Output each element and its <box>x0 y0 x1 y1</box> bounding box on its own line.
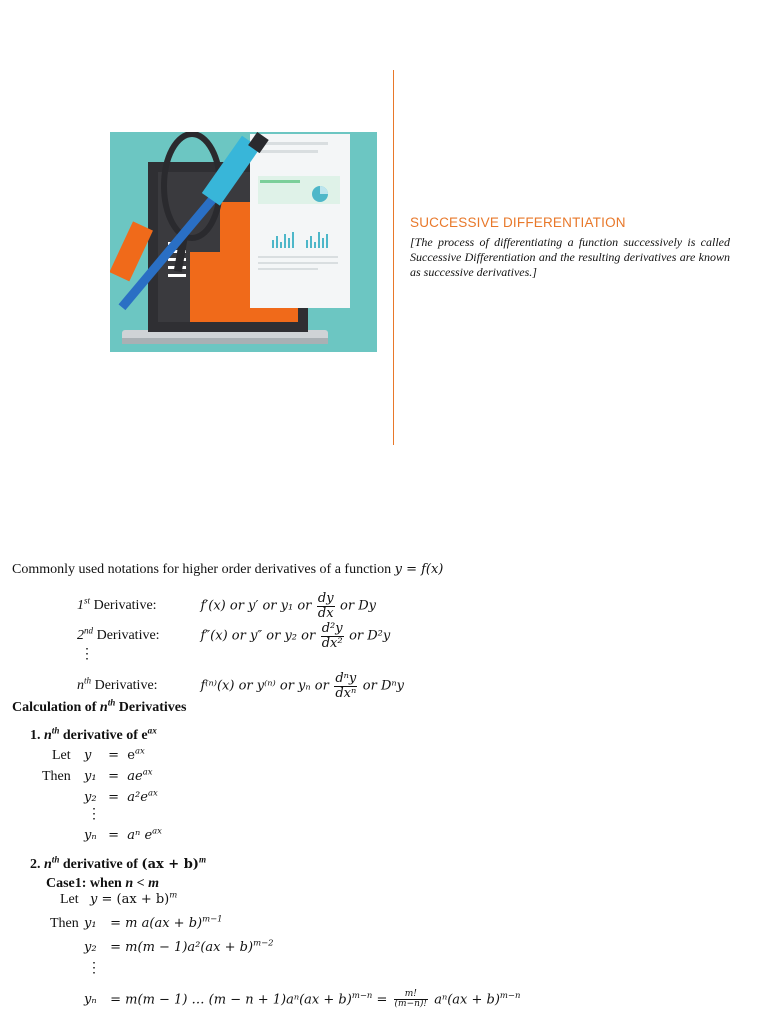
item2-rhs-sup: m <box>169 889 178 900</box>
item1-n: n <box>44 728 52 743</box>
item2-rhs-sup: m−2 <box>253 937 274 948</box>
item2-case <box>46 876 159 892</box>
item2-line: y₁ = m a(ax + b)$^{m-1}$ <box>84 913 223 931</box>
item2-case-cond: n < m <box>125 876 159 891</box>
notations-intro-text: Commonly used notations for higher order derivatives of a function <box>12 562 392 577</box>
item1-th: th <box>51 725 60 736</box>
item2-title <box>30 854 207 873</box>
notation-row-second <box>77 622 390 650</box>
notation-fraction <box>321 622 344 650</box>
frac-numerator: dy <box>317 591 334 606</box>
item2-title-expr: (ax + b) <box>141 857 199 872</box>
item2-number: 2. <box>30 857 41 872</box>
item1-lhs: y₂ <box>84 790 97 805</box>
item1-line: $y_1 = ae^{ax}$ <box>84 766 153 784</box>
frac-denominator: dxⁿ <box>335 685 357 701</box>
item2-rhs-sup: m−1 <box>202 913 223 924</box>
item1-rhs-sup: ax <box>147 787 158 798</box>
frac-numerator: d²y <box>321 621 343 636</box>
section-heading <box>12 697 187 716</box>
item1-rhs: aⁿ e <box>127 828 153 843</box>
item2-rhs: m a(ax + b) <box>125 916 203 931</box>
notation-tail: or Dⁿy <box>362 678 404 694</box>
item1-rhs: ae <box>127 769 143 784</box>
notation-row-first <box>77 592 376 620</box>
item1-title-text: derivative of <box>62 728 138 743</box>
section-heading-post: Derivatives <box>118 700 187 715</box>
ordinal-suffix: th <box>84 675 92 686</box>
item2-final-tail-sup: m−n <box>499 990 521 1001</box>
item1-line: $y = e^{ax}$ <box>84 745 145 763</box>
item1-rhs: e <box>127 748 135 763</box>
notation-expr: f″(x) or y″ or y₂ or <box>200 628 316 644</box>
item2-final-fraction <box>394 990 429 1010</box>
item1-rhs: a²e <box>127 790 148 805</box>
item2-rhs-sup: m−n <box>351 990 373 1001</box>
notation-fraction <box>334 672 357 700</box>
item2-rhs: m(m − 1)a²(ax + b) <box>125 940 254 955</box>
item1-lhs: y₁ <box>84 769 97 784</box>
item1-rhs-sup: ax <box>152 825 162 836</box>
item1-title-expr: e <box>141 728 148 743</box>
item1-vdots: ⋮ <box>87 807 101 822</box>
notation-expr: f⁽ⁿ⁾(x) or y⁽ⁿ⁾ or yₙ or <box>200 678 329 694</box>
item1-rhs-sup: ax <box>135 745 145 756</box>
item1-rhs-sup: ax <box>142 766 153 777</box>
section-heading-pre: Calculation of <box>12 700 97 715</box>
derivative-label: Derivative: <box>94 678 158 694</box>
item2-line: y₂ = m(m − 1)a²(ax + b)$^{m-2}$ <box>84 937 274 955</box>
frac-numerator: dⁿy <box>335 671 357 686</box>
notation-expr: f′(x) or y′ or y₁ or <box>200 598 312 614</box>
item2-lhs: y₂ <box>84 940 97 955</box>
notation-fraction <box>317 592 335 620</box>
ordinal-suffix: nd <box>84 625 94 636</box>
frac-denominator: dx <box>317 605 334 621</box>
item2-lhs: yₙ <box>84 992 97 1008</box>
item1-let: Let <box>52 748 71 763</box>
item2-rhs: (ax + b) <box>116 892 170 907</box>
notation-row-nth <box>77 672 404 700</box>
notation-vdots: ⋮ <box>80 647 94 662</box>
frac-denominator: (m−n)! <box>394 999 428 1010</box>
item2-case-text: Case1: when <box>46 876 122 891</box>
section-heading-th: th <box>107 697 116 708</box>
item2-line: y = (ax + b)$^m$ <box>90 889 178 907</box>
laptop-analytics-illustration-icon <box>110 132 377 352</box>
item2-let: Let <box>60 892 79 907</box>
item1-title-exp: ax <box>147 725 157 736</box>
item2-lhs: y₁ <box>84 916 97 931</box>
illustration-panel <box>110 132 377 352</box>
notation-tail: or Dy <box>340 598 376 614</box>
item2-final-tail: aⁿ(ax + b) <box>434 992 500 1008</box>
ordinal-suffix: st <box>84 595 91 606</box>
item1-line: $y_2 = a^2e^{ax}$ <box>84 787 158 805</box>
item2-final-eq: = <box>376 992 388 1008</box>
derivative-label: Derivative: <box>96 628 160 644</box>
item2-vdots: ⋮ <box>87 961 101 976</box>
notations-intro <box>12 562 443 578</box>
notations-function: y = f(x) <box>394 562 444 577</box>
ordinal: 2 <box>77 628 84 644</box>
item1-title <box>30 725 157 744</box>
derivative-label: Derivative: <box>93 598 157 614</box>
item1-number: 1. <box>30 728 41 743</box>
vertical-divider <box>393 70 394 445</box>
ordinal: 1 <box>77 598 84 614</box>
item2-title-text: derivative of <box>62 857 138 872</box>
item2-th: th <box>51 854 60 865</box>
item2-title-exp: m <box>198 854 207 865</box>
item2-n: n <box>44 857 52 872</box>
frac-denominator: dx² <box>321 635 343 651</box>
notation-tail: or D²y <box>349 628 391 644</box>
item1-then: Then <box>42 769 71 784</box>
ordinal: n <box>77 678 84 694</box>
item1-line: yₙ = aⁿ $e^{ax}$ <box>84 825 162 843</box>
item1-lhs: y <box>84 748 92 763</box>
section-heading-n: n <box>99 700 108 715</box>
item1-lhs: yₙ <box>84 828 97 843</box>
item2-rhs: m(m − 1) … (m − n + 1)aⁿ(ax + b) <box>125 992 352 1008</box>
item2-lhs: y <box>90 892 98 907</box>
frac-numerator: m! <box>394 990 429 1000</box>
page-description: [The process of differentiating a function successively is called Successive Differentiation and the resulting derivatives are known as successive derivatives.] <box>410 235 730 279</box>
page-title: SUCCESSIVE DIFFERENTIATION <box>410 215 626 230</box>
item2-then: Then <box>50 916 79 931</box>
item2-line-final: yₙ = m(m − 1) … (m − n + 1)aⁿ(ax + b)$^{m-n}$ = $\frac{m!}{(m-n)!}$ aⁿ(ax + b)$^{m-n}$ <box>84 989 521 1010</box>
